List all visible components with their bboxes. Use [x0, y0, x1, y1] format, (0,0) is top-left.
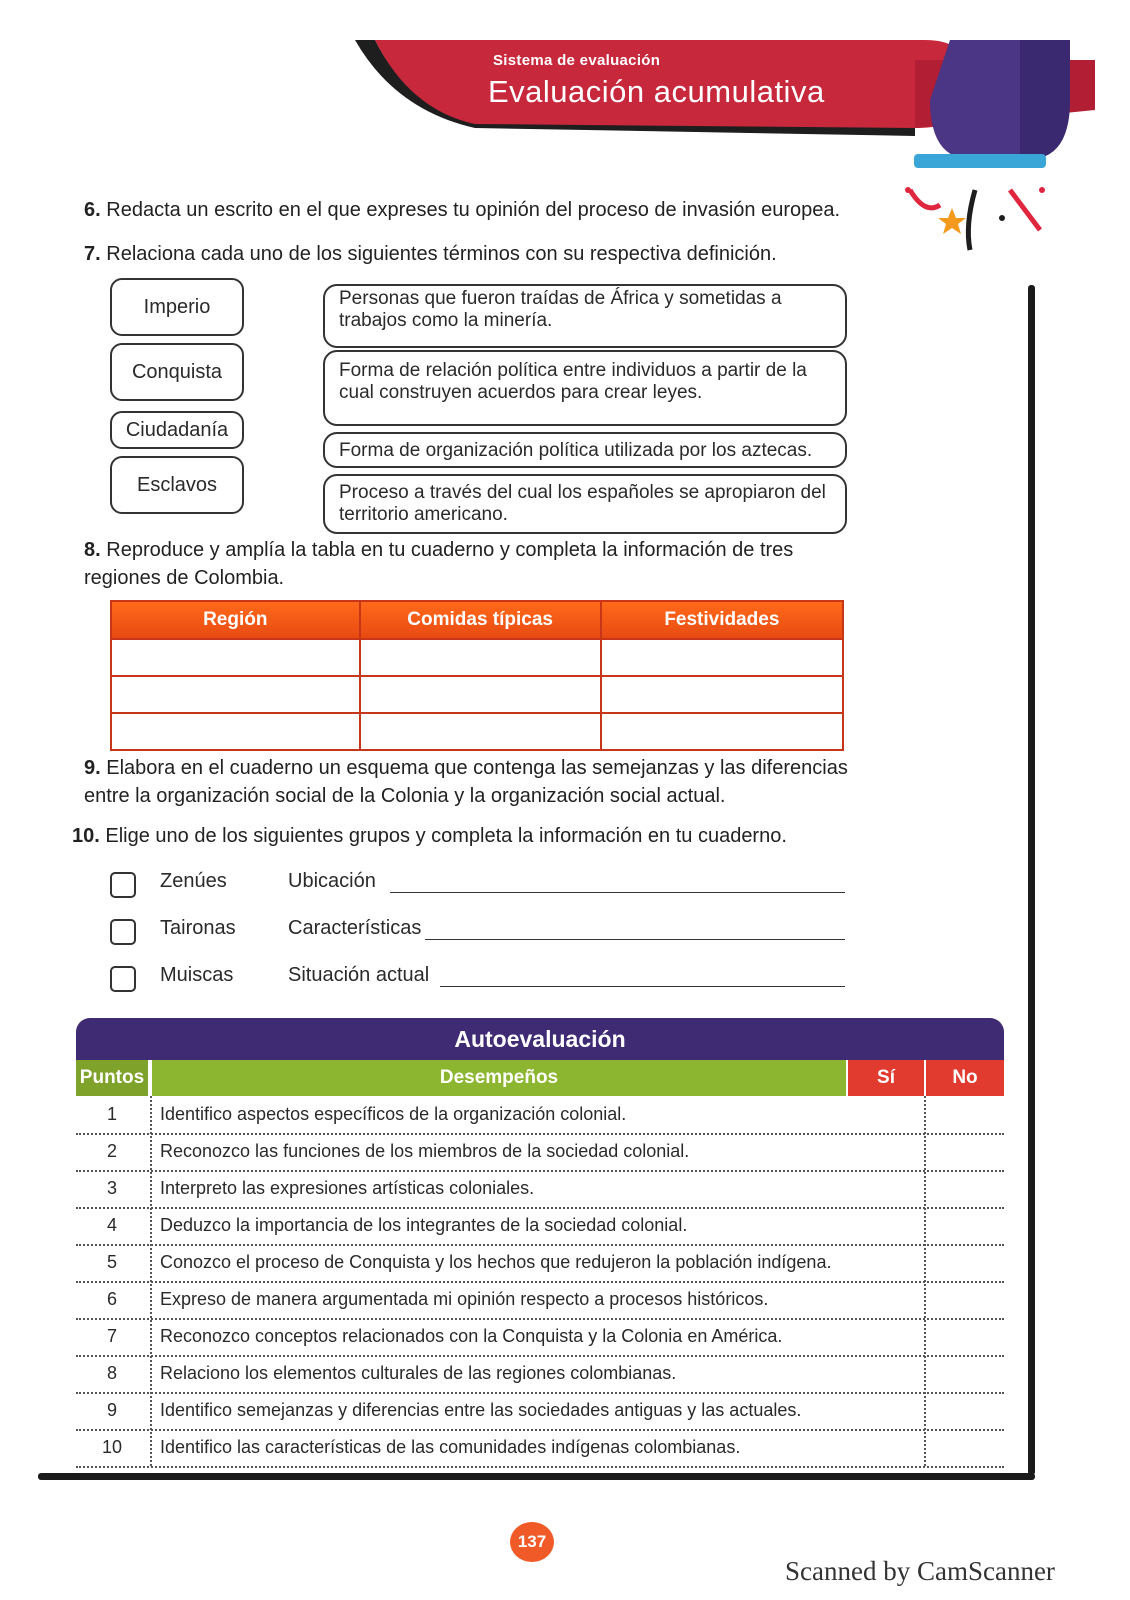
table-row	[76, 1207, 1004, 1246]
column-divider	[924, 1096, 926, 1466]
row-text: Expreso de manera argumentada mi opinión respecto a procesos históricos.	[160, 1289, 769, 1309]
regions-table	[110, 600, 844, 751]
column-puntos: Puntos	[76, 1060, 148, 1096]
table-row	[76, 1318, 1004, 1357]
question-8	[84, 536, 854, 592]
question-10	[72, 822, 787, 850]
page-frame-right	[1028, 285, 1035, 1475]
question-8-number: 8.	[84, 539, 101, 561]
table-row	[76, 1170, 1004, 1209]
table-row	[76, 1355, 1004, 1394]
row-text: Reconozco las funciones de los miembros de la sociedad colonial.	[160, 1141, 690, 1161]
table-row	[76, 1133, 1004, 1172]
table-cell	[111, 713, 360, 750]
column-no: No	[926, 1060, 1004, 1096]
autoevaluacion-title: Autoevaluación	[76, 1018, 1004, 1060]
checkbox-zenues[interactable]	[110, 872, 136, 898]
row-number: 9	[106, 1400, 117, 1420]
table-cell	[111, 639, 360, 676]
question-7-number: 7.	[84, 243, 101, 265]
field-ubicacion: Ubicación	[288, 870, 376, 892]
table-cell	[111, 676, 360, 713]
row-text: Relaciono los elementos culturales de las regiones colombianas.	[160, 1363, 677, 1383]
definition-2: Forma de relación política entre individuos a partir de la cual construyen acuerdos para crear leyes.	[323, 350, 847, 426]
row-number: 6	[106, 1289, 117, 1309]
table-row	[111, 676, 843, 713]
column-si: Sí	[848, 1060, 924, 1096]
table-cell	[360, 713, 601, 750]
row-text: Identifico semejanzas y diferencias entre las sociedades antiguas y las actuales.	[160, 1400, 802, 1420]
checkbox-muiscas[interactable]	[110, 966, 136, 992]
table-row	[76, 1429, 1004, 1468]
header-subtitle: Sistema de evaluación	[493, 52, 661, 69]
definition-4: Proceso a través del cual los españoles se apropiaron del territorio americano.	[323, 474, 847, 534]
table-cell	[601, 713, 843, 750]
table-cell	[360, 676, 601, 713]
term-conquista: Conquista	[110, 343, 244, 401]
group-zenues: Zenúes	[160, 870, 227, 892]
row-number: 5	[106, 1252, 117, 1272]
row-number: 4	[106, 1215, 117, 1235]
question-6-text: Redacta un escrito en el que expreses tu opinión del proceso de invasión europea.	[106, 199, 841, 221]
table-row	[76, 1244, 1004, 1283]
definition-3: Forma de organización política utilizada por los aztecas.	[323, 432, 847, 468]
table-row	[76, 1392, 1004, 1431]
group-taironas: Taironas	[160, 917, 236, 939]
question-10-text: Elige uno de los siguientes grupos y completa la información en tu cuaderno.	[105, 825, 787, 847]
question-6-number: 6.	[84, 199, 101, 221]
definition-1: Personas que fueron traídas de África y sometidas a trabajos como la minería.	[323, 284, 847, 348]
row-text: Deduzco la importancia de los integrantes de la sociedad colonial.	[160, 1215, 688, 1235]
row-number: 3	[106, 1178, 117, 1198]
term-ciudadania: Ciudadanía	[110, 411, 244, 449]
question-6	[84, 196, 840, 224]
table-row	[111, 639, 843, 676]
term-esclavos: Esclavos	[110, 456, 244, 514]
row-number: 2	[106, 1141, 117, 1161]
question-7-text: Relaciona cada uno de los siguientes términos con su respectiva definición.	[106, 243, 777, 265]
row-text: Interpreto las expresiones artísticas coloniales.	[160, 1178, 535, 1198]
lamp-decoration-icon	[900, 40, 1090, 260]
table-row	[76, 1096, 1004, 1135]
question-9-text: Elabora en el cuaderno un esquema que contenga las semejanzas y las diferencias entre la organización social de la Colonia y la organización social actual.	[84, 757, 848, 807]
row-number: 10	[101, 1437, 123, 1457]
answer-line-ubicacion[interactable]	[390, 892, 845, 893]
field-situacion-actual: Situación actual	[288, 964, 430, 986]
header-region: Región	[111, 601, 360, 639]
row-text: Identifico las características de las comunidades indígenas colombianas.	[160, 1437, 741, 1457]
table-cell	[601, 639, 843, 676]
header-comidas: Comidas típicas	[360, 601, 601, 639]
question-10-number: 10.	[72, 825, 100, 847]
group-muiscas: Muiscas	[160, 964, 234, 986]
row-number: 8	[106, 1363, 117, 1383]
page-frame-bottom	[38, 1473, 1035, 1480]
term-imperio: Imperio	[110, 278, 244, 336]
row-text: Reconozco conceptos relacionados con la Conquista y la Colonia en América.	[160, 1326, 783, 1346]
column-desempenos: Desempeños	[152, 1060, 846, 1096]
question-7	[84, 240, 777, 268]
column-divider	[150, 1096, 152, 1466]
row-number: 7	[106, 1326, 117, 1346]
page-number: 137	[510, 1522, 554, 1562]
question-8-text: Reproduce y amplía la tabla en tu cuaderno y completa la información de tres regiones de Colombia.	[84, 539, 794, 589]
scanner-watermark: Scanned by CamScanner	[785, 1556, 1055, 1586]
header-festividades: Festividades	[601, 601, 843, 639]
table-row	[111, 713, 843, 750]
answer-line-caracteristicas[interactable]	[425, 939, 845, 940]
answer-line-situacion-actual[interactable]	[440, 986, 845, 987]
question-9	[84, 754, 854, 810]
row-text: Identifico aspectos específicos de la organización colonial.	[160, 1104, 627, 1124]
row-text: Conozco el proceso de Conquista y los hechos que redujeron la población indígena.	[160, 1252, 832, 1272]
row-number: 1	[106, 1104, 117, 1124]
table-cell	[601, 676, 843, 713]
field-caracteristicas: Características	[288, 917, 422, 939]
question-9-number: 9.	[84, 757, 101, 779]
header-title: Evaluación acumulativa	[488, 74, 825, 109]
checkbox-taironas[interactable]	[110, 919, 136, 945]
table-cell	[360, 639, 601, 676]
table-row	[76, 1281, 1004, 1320]
